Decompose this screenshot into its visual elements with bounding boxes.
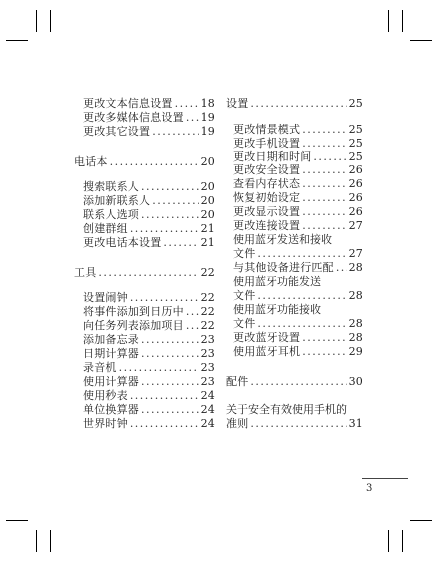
toc-entry[interactable]: 设置闹钟 ..... 22	[83, 291, 215, 304]
toc-section-heading[interactable]: 电话本 ..... 20	[74, 155, 215, 168]
toc-entry[interactable]: 文件 ..... 28	[233, 289, 363, 302]
toc-entry[interactable]: 创建群组 ..... 21	[83, 222, 215, 235]
toc-entry[interactable]: 更改蓝牙设置 ..... 28	[233, 331, 363, 344]
crop-mark	[36, 10, 37, 32]
toc-entry-first-line[interactable]: 使用蓝牙功能发送	[233, 275, 321, 288]
toc-entry[interactable]: 更改安全设置 ..... 26	[233, 163, 363, 176]
crop-mark	[388, 530, 389, 552]
toc-entry[interactable]: 更改多媒体信息设置 ..... 19	[83, 111, 215, 124]
page-number: 3	[366, 483, 373, 494]
toc-entry[interactable]: 更改情景模式 ..... 25	[233, 123, 363, 136]
toc-entry[interactable]: 更改日期和时间 ..... 25	[233, 150, 363, 163]
toc-entry-first-line[interactable]: 使用蓝牙发送和接收	[233, 233, 332, 246]
toc-entry[interactable]: 日期计算器 ..... 23	[83, 347, 215, 360]
toc-entry[interactable]: 录音机 ..... 23	[83, 361, 215, 374]
toc-entry[interactable]: 文件 ..... 27	[233, 247, 363, 260]
toc-entry[interactable]: 添加备忘录 ..... 23	[83, 333, 215, 346]
toc-section-heading[interactable]: 准则 ..... 31	[226, 417, 363, 430]
crop-mark	[402, 10, 403, 32]
toc-entry[interactable]: 恢复初始设定 ..... 26	[233, 191, 363, 204]
toc-section-heading[interactable]: 配件 ..... 30	[226, 375, 363, 388]
toc-entry[interactable]: 使用秒表 ..... 24	[83, 389, 215, 402]
toc-entry[interactable]: 使用蓝牙耳机 ..... 29	[233, 345, 363, 358]
toc-entry[interactable]: 使用计算器 ..... 23	[83, 375, 215, 388]
crop-mark	[50, 10, 51, 32]
toc-entry-first-line[interactable]: 使用蓝牙功能接收	[233, 303, 321, 316]
toc-section-heading[interactable]: 设置 ..... 25	[226, 97, 363, 110]
toc-entry[interactable]: 世界时钟 ..... 24	[83, 417, 215, 430]
footer-rule	[362, 478, 408, 479]
toc-entry[interactable]: 文件 ..... 28	[233, 317, 363, 330]
toc-entry[interactable]: 更改其它设置 ..... 19	[83, 125, 215, 138]
toc-entry[interactable]: 更改手机设置 ..... 25	[233, 137, 363, 150]
toc-section-heading-first-line[interactable]: 关于安全有效使用手机的	[226, 403, 347, 416]
crop-mark	[388, 10, 389, 32]
toc-entry[interactable]: 更改电话本设置 ..... 21	[83, 236, 215, 249]
crop-mark	[36, 530, 37, 552]
toc-entry[interactable]: 联系人选项 ..... 20	[83, 208, 215, 221]
crop-mark	[50, 530, 51, 552]
toc-section-heading[interactable]: 工具 ..... 22	[74, 266, 215, 279]
toc-entry[interactable]: 更改显示设置 ..... 26	[233, 205, 363, 218]
toc-entry[interactable]: 将事件添加到日历中 ..... 22	[83, 305, 215, 318]
toc-entry[interactable]: 单位换算器 ..... 24	[83, 403, 215, 416]
crop-mark	[410, 520, 432, 521]
toc-entry[interactable]: 查看内存状态 ..... 26	[233, 177, 363, 190]
toc-entry[interactable]: 更改文本信息设置 ..... 18	[83, 97, 215, 110]
crop-mark	[410, 40, 432, 41]
crop-mark	[6, 40, 28, 41]
toc-entry[interactable]: 更改连接设置 ..... 27	[233, 219, 363, 232]
toc-entry[interactable]: 搜索联系人 ..... 20	[83, 180, 215, 193]
crop-mark	[6, 520, 28, 521]
toc-entry[interactable]: 与其他设备进行匹配 ..... 28	[233, 261, 363, 274]
crop-mark	[402, 530, 403, 552]
toc-entry[interactable]: 添加新联系人 ..... 20	[83, 194, 215, 207]
toc-entry[interactable]: 向任务列表添加项目 ..... 22	[83, 319, 215, 332]
